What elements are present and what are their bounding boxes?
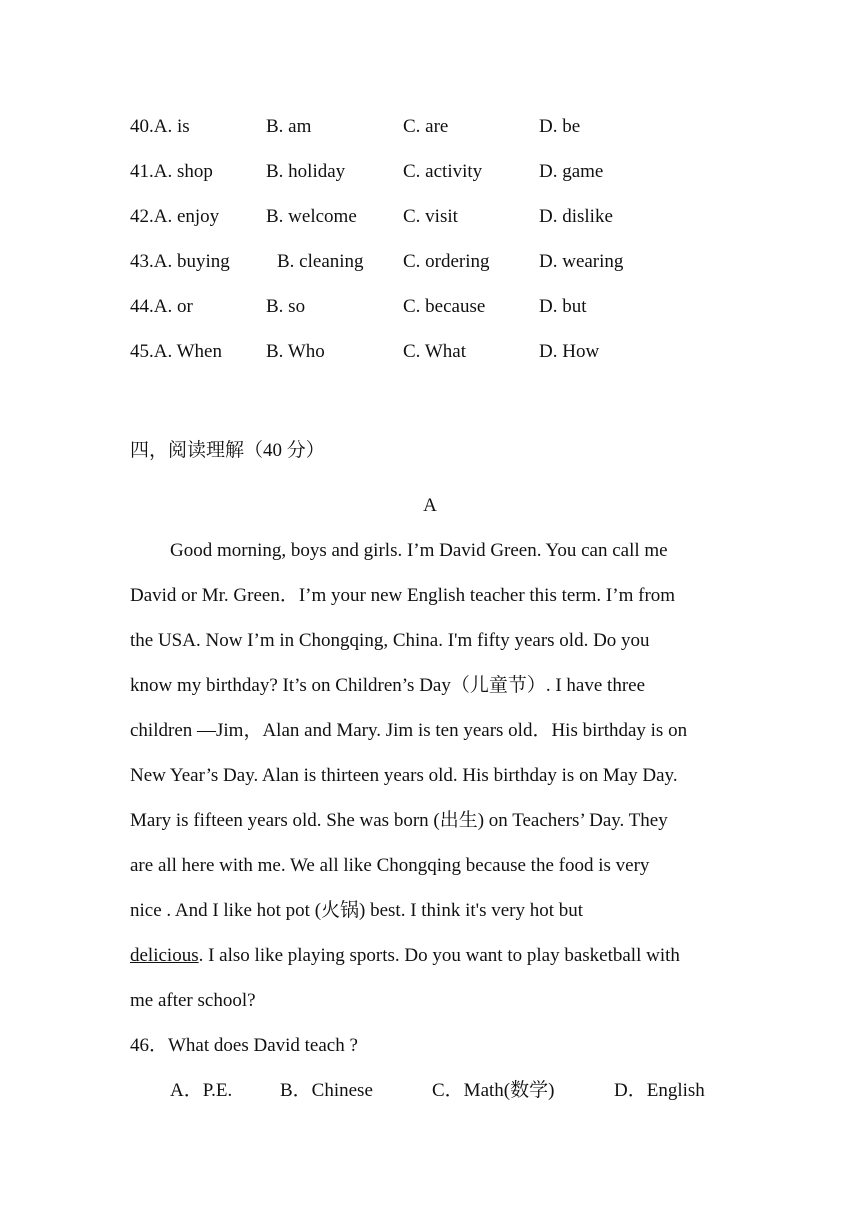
option-b: B. am [266,116,312,137]
passage-line: know my birthday? It’s on Children’s Day（儿童节）. I have three [130,675,646,696]
option-c: C. ordering [403,251,490,272]
choice-d: D．English [614,1080,705,1101]
option-a: 40.A. is [130,116,190,137]
passage-letter: A [423,495,437,516]
option-b: B. Who [266,341,325,362]
option-b: B. holiday [266,161,346,182]
option-d: D. wearing [539,251,624,272]
option-c: C. are [403,116,449,137]
option-c: C. What [403,341,466,362]
question-46: 46．What does David teach ? [130,1035,358,1056]
option-a: 42.A. enjoy [130,206,220,227]
passage-line: are all here with me. We all like Chongqing because the food is very [130,855,650,876]
option-a: 44.A. or [130,296,193,317]
option-d: D. but [539,296,587,317]
option-b: B. cleaning [277,251,364,272]
passage-line: Mary is fifteen years old. She was born (出生) on Teachers’ Day. They [130,810,668,831]
passage-line: Good morning, boys and girls. I’m David Green. You can call me [170,540,668,561]
passage-line [130,943,680,969]
passage-line: nice . And I like hot pot (火锅) best. I think it's very hot but [130,900,584,921]
option-a: 43.A. buying [130,251,230,272]
choice-a: A．P.E. [170,1080,233,1101]
option-d: D. How [539,341,600,362]
option-b: B. so [266,296,306,317]
option-d: D. dislike [539,206,613,227]
option-c: C. activity [403,161,483,182]
option-c: C. because [403,296,486,317]
underlined-word: delicious [130,945,199,966]
passage-line: David or Mr. Green．I’m your new English teacher this term. I’m from [130,585,676,606]
passage-line-rest: . I also like playing sports. Do you want to play basketball with [198,945,680,966]
option-b: B. welcome [266,206,357,227]
section-heading: 四，阅读理解（40 分） [130,440,325,461]
choice-c: C．Math(数学) [432,1080,555,1101]
option-c: C. visit [403,206,458,227]
passage-line: me after school? [130,990,256,1011]
option-d: D. game [539,161,604,182]
passage-line: the USA. Now I’m in Chongqing, China. I'm fifty years old. Do you [130,630,650,651]
passage-line: New Year’s Day. Alan is thirteen years old. His birthday is on May Day. [130,765,678,786]
option-d: D. be [539,116,581,137]
passage-line: children —Jim，Alan and Mary. Jim is ten years old．His birthday is on [130,720,688,741]
choice-b: B．Chinese [280,1080,373,1101]
option-a: 41.A. shop [130,161,213,182]
option-a: 45.A. When [130,341,222,362]
